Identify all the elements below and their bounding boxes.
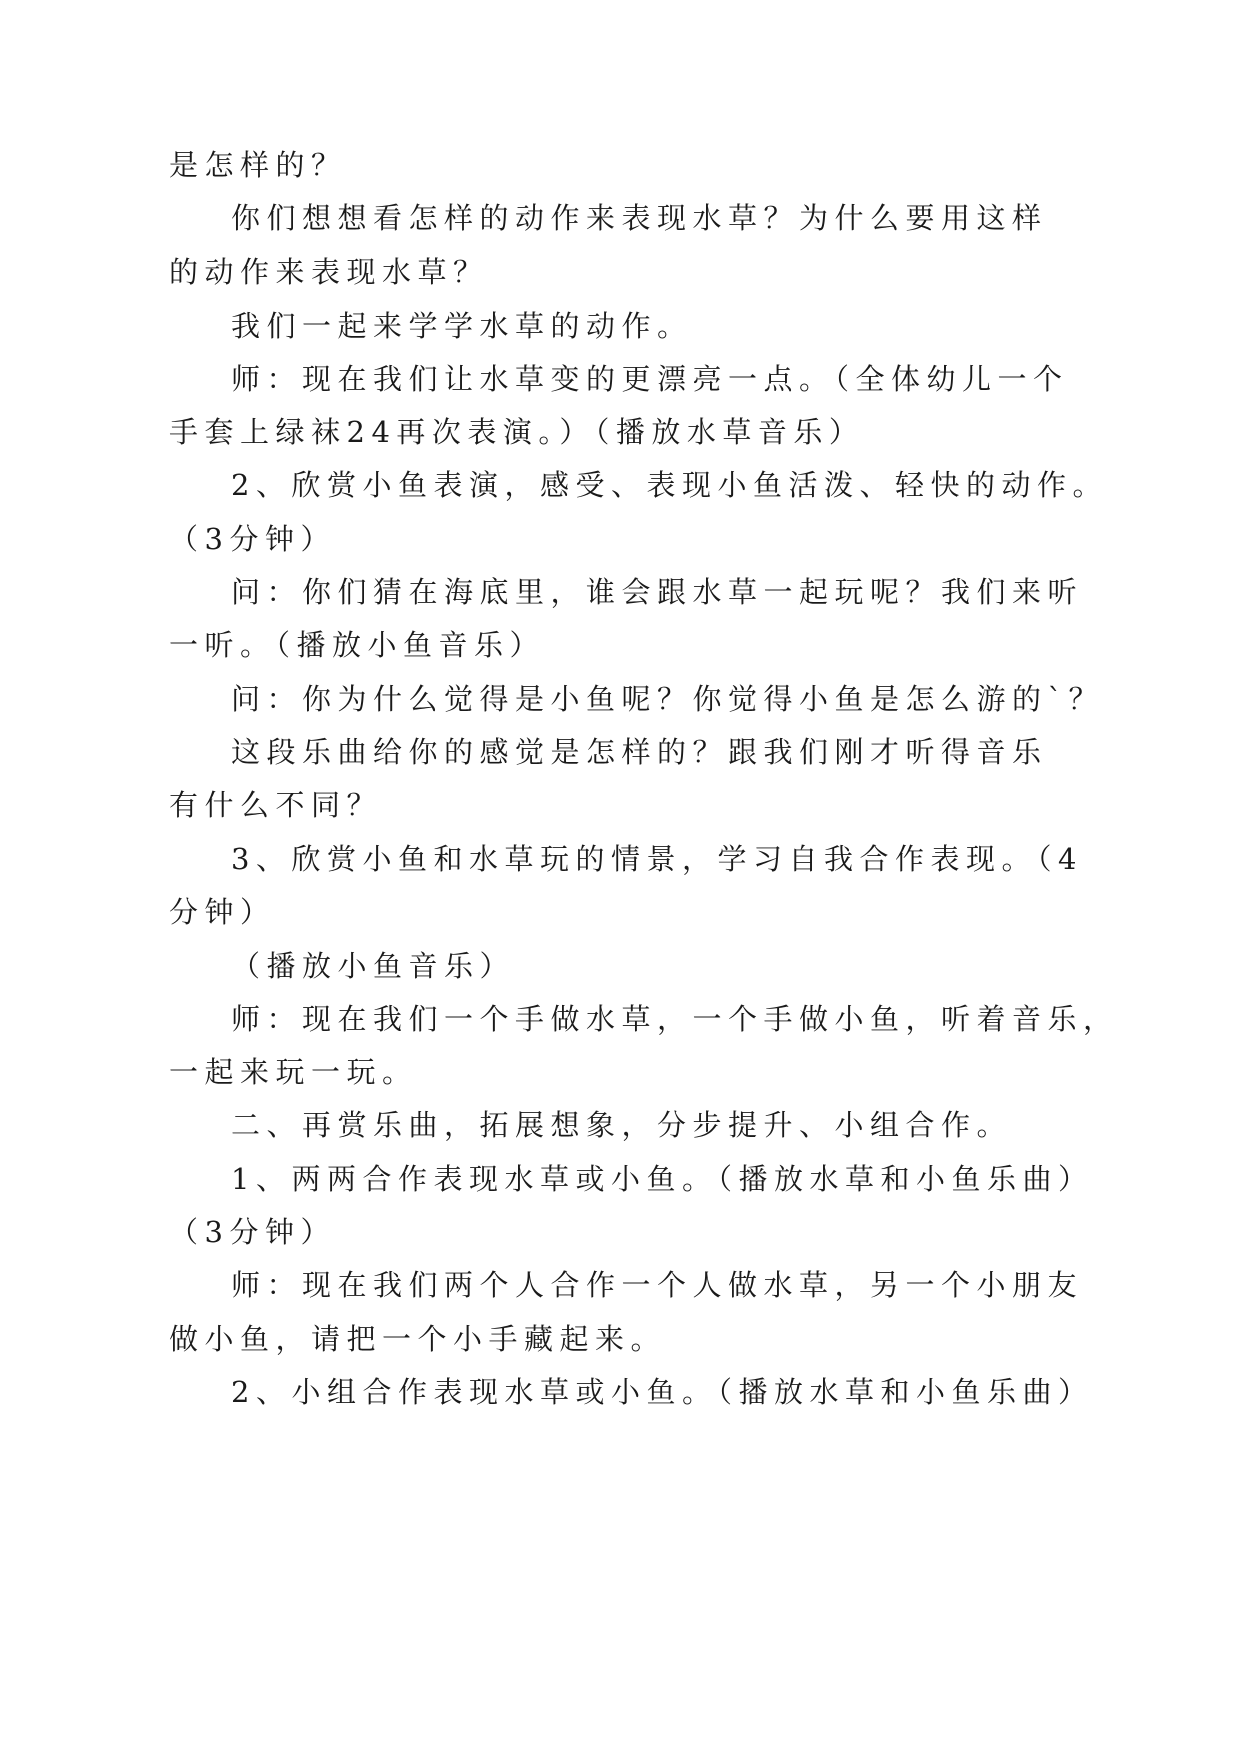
text-line: （3分钟） [169, 522, 336, 556]
text-line: 一听。（播放小鱼音乐） [169, 628, 546, 662]
text-line: 这段乐曲给你的感觉是怎样的？跟我们刚才听得音乐 [231, 735, 1048, 769]
text-line: 问：你为什么觉得是小鱼呢？你觉得小鱼是怎么游的`？ [231, 682, 1105, 716]
text-line: 师：现在我们让水草变的更漂亮一点。（全体幼儿一个 [231, 362, 1069, 396]
text-line: 师：现在我们一个手做水草，一个手做小鱼，听着音乐， [231, 1002, 1119, 1036]
text-line: 2、小组合作表现水草或小鱼。（播放水草和小鱼乐曲） [231, 1375, 1094, 1409]
text-line: 做小鱼，请把一个小手藏起来。 [169, 1322, 667, 1356]
text-line: 你们想想看怎样的动作来表现水草？为什么要用这样 [231, 201, 1048, 235]
text-line: （播放小鱼音乐） [231, 949, 516, 983]
text-line: 1、两两合作表现水草或小鱼。（播放水草和小鱼乐曲） [231, 1162, 1094, 1196]
text-line: 师：现在我们两个人合作一个人做水草，另一个小朋友 [231, 1268, 1084, 1302]
text-line: 分钟） [169, 895, 276, 929]
text-line: 一起来玩一玩。 [169, 1055, 418, 1089]
text-line: 有什么不同？ [169, 788, 383, 822]
text-line: 我们一起来学学水草的动作。 [231, 309, 693, 343]
text-line: 问：你们猜在海底里，谁会跟水草一起玩呢？我们来听 [231, 575, 1084, 609]
text-line: 是怎样的？ [169, 148, 347, 182]
text-line: 手套上绿袜24再次表演。）（播放水草音乐） [169, 415, 865, 449]
text-line: 3、欣赏小鱼和水草玩的情景，学习自我合作表现。（4 [231, 842, 1083, 876]
text-line: 2、欣赏小鱼表演，感受、表现小鱼活泼、轻快的动作。 [231, 468, 1108, 502]
text-line: 二、再赏乐曲，拓展想象，分步提升、小组合作。 [231, 1108, 1013, 1142]
text-line: （3分钟） [169, 1215, 336, 1249]
text-line: 的动作来表现水草？ [169, 255, 489, 289]
